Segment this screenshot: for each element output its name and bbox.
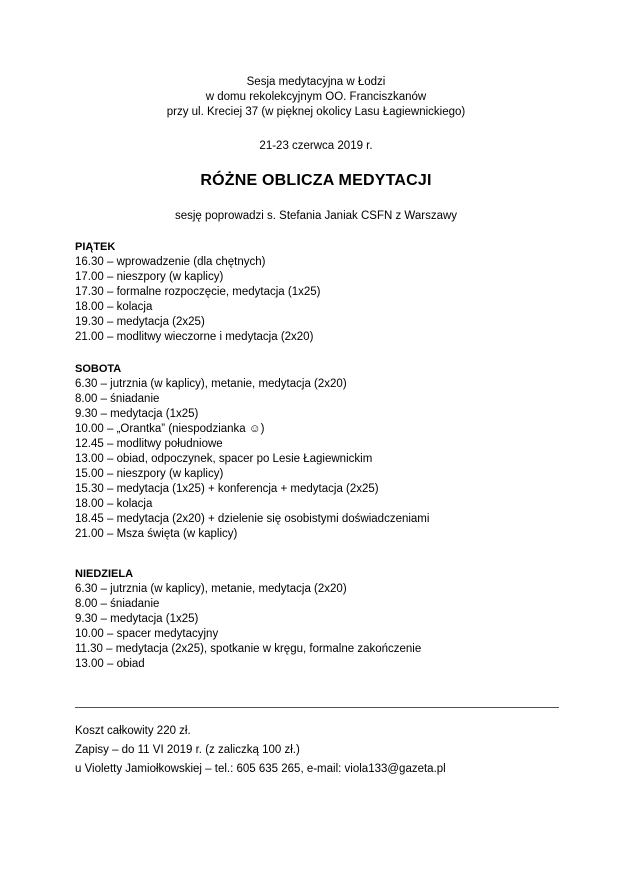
schedule-item: 18.00 – kolacja xyxy=(75,301,153,313)
header-line-1: Sesja medytacyjna w Łodzi xyxy=(246,76,386,88)
schedule-item: 17.30 – formalne rozpoczęcie, medytacja (1x25) xyxy=(75,286,321,298)
schedule-item: 16.30 – wprowadzenie (dla chętnych) xyxy=(75,256,266,268)
schedule-item: 11.30 – medytacja (2x25), spotkanie w kręgu, formalne zakończenie xyxy=(75,643,422,655)
schedule-item: 13.00 – obiad, odpoczynek, spacer po Lesie Łagiewnickim xyxy=(75,453,373,465)
footer-info xyxy=(75,722,446,779)
day-heading: SOBOTA xyxy=(75,363,122,375)
schedule-item: 18.00 – kolacja xyxy=(75,498,153,510)
schedule-item: 15.30 – medytacja (1x25) + konferencja + medytacja (2x25) xyxy=(75,483,379,495)
cost-text: Koszt całkowity 220 zł. xyxy=(75,725,191,737)
day-saturday xyxy=(75,362,429,542)
day-sunday xyxy=(75,567,421,672)
contact-text: u Violetty Jamiołkowskiej – tel.: 605 635 265, e-mail: viola133@gazeta.pl xyxy=(75,763,446,775)
schedule-item: 13.00 – obiad xyxy=(75,658,145,670)
schedule-item: 21.00 – modlitwy wieczorne i medytacja (2x20) xyxy=(75,331,314,343)
schedule-item: 17.00 – nieszpory (w kaplicy) xyxy=(75,271,224,283)
schedule-item: 8.00 – śniadanie xyxy=(75,393,160,405)
schedule-item: 10.00 – spacer medytacyjny xyxy=(75,628,219,640)
schedule-item: 18.45 – medytacja (2x20) + dzielenie się osobistymi doświadczeniami xyxy=(75,513,430,525)
signup-text: Zapisy – do 11 VI 2019 r. (z zaliczką 100 zł.) xyxy=(75,744,300,756)
day-friday xyxy=(75,240,320,345)
schedule-item: 10.00 – „Orantka” (niespodzianka ☺) xyxy=(75,423,265,435)
schedule-item: 19.30 – medytacja (2x25) xyxy=(75,316,205,328)
schedule-item: 12.45 – modlitwy południowe xyxy=(75,438,223,450)
schedule-item: 9.30 – medytacja (1x25) xyxy=(75,408,199,420)
schedule-item: 15.00 – nieszpory (w kaplicy) xyxy=(75,468,224,480)
header-line-2: w domu rekolekcyjnym OO. Franciszkanów xyxy=(205,91,427,103)
page-title: RÓŻNE OBLICZA MEDYTACJI xyxy=(200,172,432,189)
day-heading: NIEDZIELA xyxy=(75,568,134,580)
schedule-item: 21.00 – Msza święta (w kaplicy) xyxy=(75,528,238,540)
event-header xyxy=(0,75,632,120)
event-dates: 21-23 czerwca 2019 r. xyxy=(259,140,373,152)
lead-text: sesję poprowadzi s. Stefania Janiak CSFN z Warszawy xyxy=(174,210,458,222)
header-line-3: przy ul. Kreciej 37 (w pięknej okolicy Lasu Łagiewnickiego) xyxy=(166,106,466,118)
schedule-item: 6.30 – jutrznia (w kaplicy), metanie, medytacja (2x20) xyxy=(75,583,347,595)
day-heading: PIĄTEK xyxy=(75,241,116,253)
schedule-item: 8.00 – śniadanie xyxy=(75,598,160,610)
section-divider xyxy=(75,707,559,708)
schedule-item: 9.30 – medytacja (1x25) xyxy=(75,613,199,625)
schedule-item: 6.30 – jutrznia (w kaplicy), metanie, medytacja (2x20) xyxy=(75,378,347,390)
